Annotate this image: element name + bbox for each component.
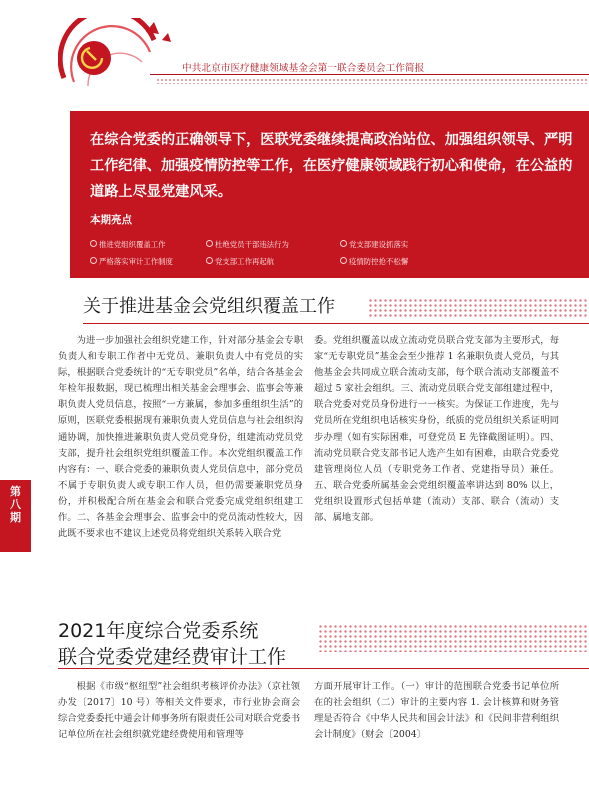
heading-dot-pattern	[318, 624, 589, 652]
header-divider	[150, 74, 589, 75]
section1-column-left	[58, 333, 303, 542]
issue-number-tab: 第八期	[0, 480, 31, 552]
heading-dot-pattern	[368, 298, 589, 318]
highlight-item: 推进党组织覆盖工作	[90, 239, 166, 250]
newsletter-title: 中共北京市医疗健康领域基金会第一联合委员会工作简报	[182, 63, 425, 74]
circle-bullet-icon	[340, 257, 347, 264]
section-heading-line: 2021年度综合党委系统	[58, 620, 259, 642]
circle-bullet-icon	[206, 257, 213, 264]
body-paragraph: 方面开展审计工作。（一）审计的范围联合党委书记单位所在的社会组织（二）审计的主要内容 1. 会计核算和财务管理是否符合《中华人民共和国会计法》和《民间非营利组织会计制度》（财会〔2004〕	[314, 681, 559, 741]
circle-bullet-icon	[340, 240, 347, 247]
body-paragraph: 为进一步加强社会组织党建工作，针对部分基金会专职负责人和专职工作者中无党员、兼职负责人中有党员的实际，根据联合党委统计的“无专职党员”名单，结合各基金会年检年报数据，现已梳理出相关基金会理事会、监事会等兼职负责人党员信息，按照“一方兼属，参加多重组织生活”的原则，医联党委根据现有兼职负责人党员信息与社会组织沟通协调，加快推进兼职负责人党员党身份，组建流动党员党支部，提升社会组织党组织覆盖工作。本次党组织覆盖工作内容有：一、联合党委的兼职负责人党员信息中，部分党员不属于专职负责人或专职工作人员，但仍需要兼职党员身份，并积极配合所在基金会和联合党委完成党组织组建工作。二、各基金会理事会、监事会中的党员流动性较大，因此既不要求也不建议上述党员将党组织关系转入联合党	[58, 335, 303, 540]
intro-panel	[70, 111, 589, 278]
body-paragraph: 根据《市级“枢纽型”社会组织考核评价办法》（京社领办发〔2017〕10 号）等相关文件要求，市行业协会商会综合党委委托中通会计师事务所有限责任公司对联合党委书记单位所在社会组织就党建经费使用和管理等	[58, 681, 300, 741]
header-dot-pattern	[156, 78, 589, 84]
highlight-item: 杜绝党员干部违法行为	[206, 239, 289, 250]
highlight-item: 疫情防控抢不松懈	[340, 256, 408, 267]
section2-column-left	[58, 679, 300, 743]
section-heading-audit	[58, 618, 286, 670]
circle-bullet-icon	[90, 240, 97, 247]
section2-column-right	[314, 679, 559, 743]
section-heading-party-coverage: 关于推进基金会党组织覆盖工作	[83, 296, 335, 317]
section-heading-line: 联合党委党建经费审计工作	[58, 646, 287, 668]
highlight-item: 严格落实审计工作制度	[90, 256, 173, 267]
circle-bullet-icon	[90, 257, 97, 264]
section-divider	[58, 668, 589, 669]
section-divider	[83, 323, 589, 324]
highlights-title: 本期亮点	[90, 214, 132, 226]
highlight-item: 党支部工作再起航	[206, 256, 274, 267]
circle-bullet-icon	[206, 240, 213, 247]
body-paragraph: 委。党组织覆盖以成立流动党员联合党支部为主要形式，每家“无专职党员”基金会至少推荐 1 名兼职负责人党员，与其他基金会共同成立联合流动支部，每个联合流动支部覆盖不超过 5 家社会组织。三、流动党员联合党支部组建过程中，联合党委对党员身份进行一一核实。为保证工作进度，先与党员所在党组织电话核实身份，纸质的党员组织关系证明同步办理（如有实际困难，可登党员 E 先锋截图证明）。四、流动党员联合党支部书记人选产生如有困难，由联合党委党建管理岗位人员（专职党务工作者、党建指导员）兼任。五、联合党委所属基金会党组织覆盖率讲达到 80% 以上，党组织设置形式包括单建（流动）支部、联合（流动）支部、属地支部。	[314, 335, 559, 524]
highlight-item: 党支部建设抓落实	[340, 239, 408, 250]
intro-lead-text: 在综合党委的正确领导下，医联党委继续提高政治站位、加强组织领导、严明工作纪律、加强疫情防控等工作，在医疗健康领域践行初心和使命，在公益的道路上尽显党建风采。	[90, 132, 573, 200]
section1-column-right	[314, 333, 559, 526]
